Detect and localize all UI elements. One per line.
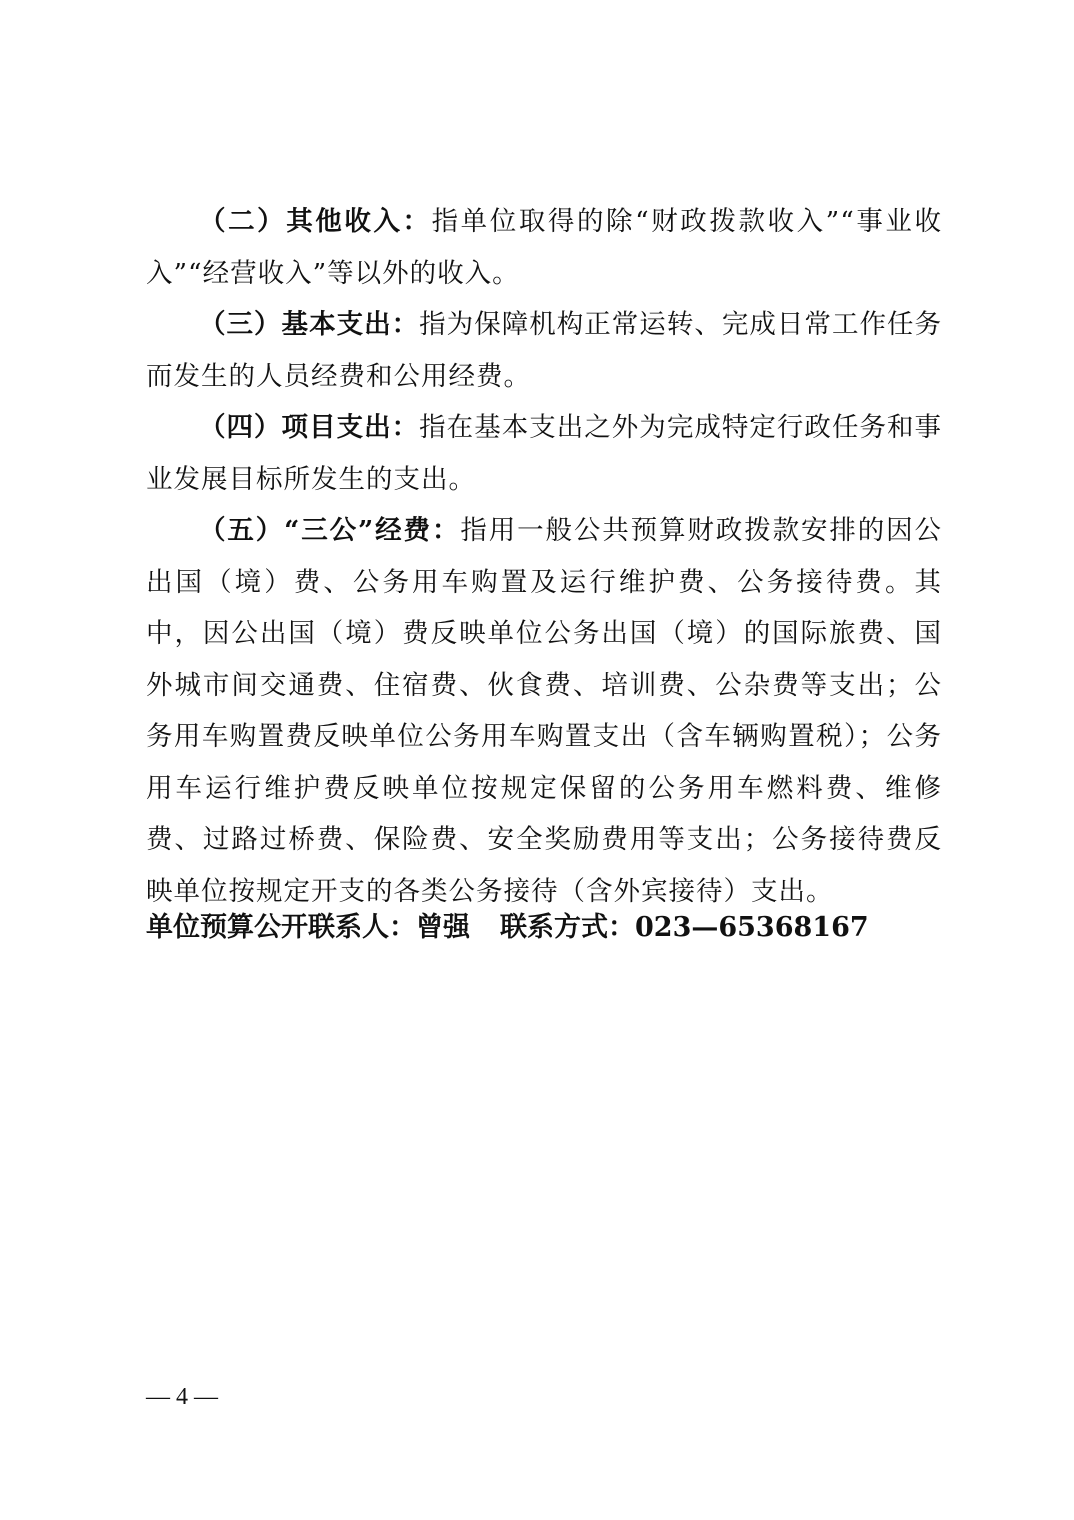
document-body (146, 196, 942, 917)
page-number: — 4 — (146, 1384, 218, 1410)
definition-three-public-expenses: 指用一般公共预算财政拨款安排的因公出国（境）费、公务用车购置及运行维护费、公务接待费。其中，因公出国（境）费反映单位公务出国（境）的国际旅费、国外城市间交通费、住宿费、伙食费、培训费、公杂费等支出；公务用车购置费反映单位公务用车购置支出（含车辆购置税）；公务用车运行维护费反映单位按规定保留的公务用车燃料费、维修费、过路过桥费、保险费、安全奖励费用等支出；公务接待费反映单位按规定开支的各类公务接待（含外宾接待）支出。 (146, 515, 942, 907)
paragraph-project-expenditure (146, 402, 942, 505)
contact-phone-label: 联系方式： (500, 912, 635, 943)
term-three-public-expenses: （五）“三公”经费： (199, 515, 461, 546)
contact-person-name: 曾强 (416, 912, 470, 943)
term-project-expenditure: （四）项目支出： (199, 412, 420, 443)
paragraph-three-public-expenses (146, 505, 942, 917)
term-other-income: （二）其他收入： (199, 206, 432, 237)
contact-person-label: 单位预算公开联系人： (146, 912, 416, 943)
paragraph-basic-expenditure (146, 299, 942, 402)
paragraph-other-income (146, 196, 942, 299)
definition-basic-expenditure: 指为保障机构正常运转、完成日常工作任务而发生的人员经费和公用经费。 (146, 309, 943, 392)
definition-other-income: 指单位取得的除“财政拨款收入”“事业收入”“经营收入”等以外的收入。 (146, 206, 942, 289)
contact-phone-value: 023—65368167 (635, 912, 869, 943)
definition-project-expenditure: 指在基本支出之外为完成特定行政任务和事业发展目标所发生的支出。 (146, 412, 943, 495)
budget-contact-line (146, 906, 942, 950)
term-basic-expenditure: （三）基本支出： (199, 309, 420, 340)
